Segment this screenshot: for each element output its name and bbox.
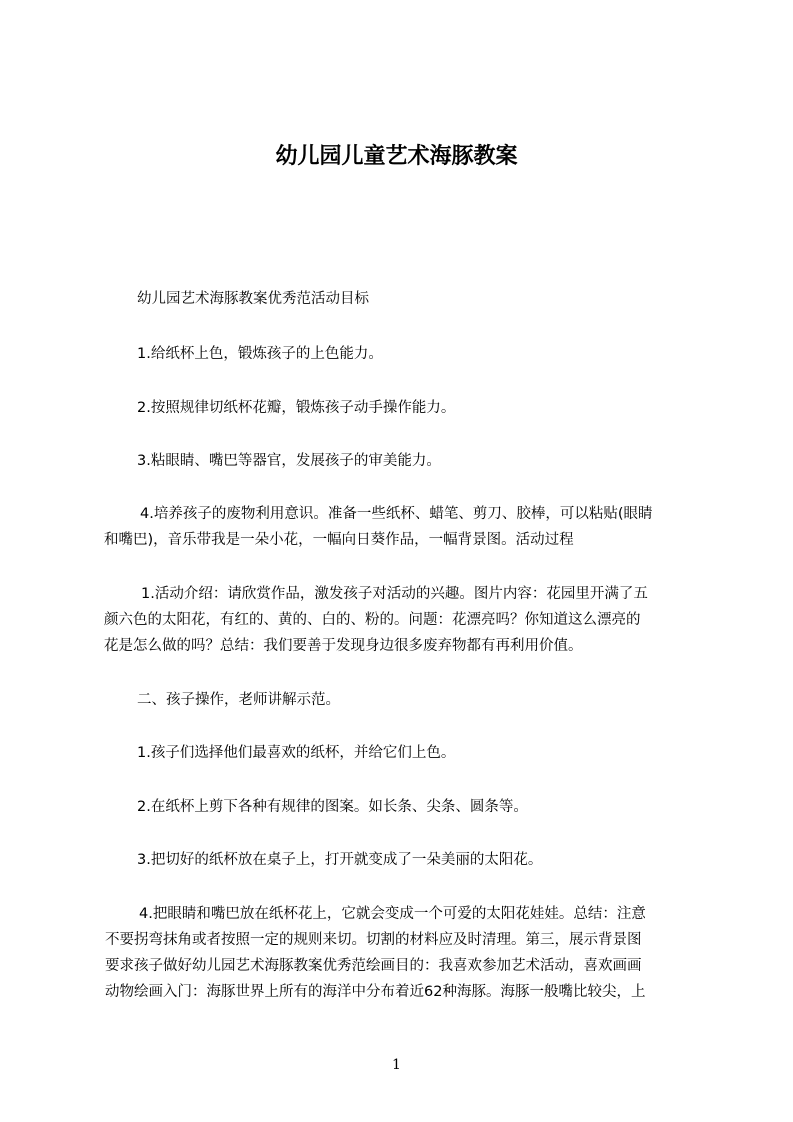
paragraph-line: 二、孩子操作，老师讲解示范。	[137, 692, 340, 708]
document-title: 幼儿园儿童艺术海豚教案	[275, 144, 518, 169]
paragraph-line: 动物绘画入门：海豚世界上所有的海洋中分布着近62种海豚。海豚一般嘴比较尖，上	[105, 984, 646, 1000]
paragraph-line: 花是怎么做的吗？总结：我们要善于发现身边很多废弃物都有再利用价值。	[104, 638, 583, 654]
paragraph-line: 3.把切好的纸杯放在桌子上，打开就变成了一朵美丽的太阳花。	[137, 852, 543, 868]
paragraph-line: 2.按照规律切纸杯花瓣，锻炼孩子动手操作能力。	[137, 400, 456, 416]
paragraph-line: 要求孩子做好幼儿园艺术海豚教案优秀范绘画目的：我喜欢参加艺术活动，喜欢画画	[105, 958, 642, 974]
page-number: 1	[392, 1057, 401, 1073]
paragraph-line: 1.活动介绍：请欣赏作品，激发孩子对活动的兴趣。图片内容：花园里开满了五	[141, 586, 648, 602]
paragraph-line: 幼儿园艺术海豚教案优秀范活动目标	[137, 291, 369, 307]
paragraph-line: 不要拐弯抹角或者按照一定的规则来切。切割的材料应及时清理。第三，展示背景图	[105, 932, 642, 948]
paragraph-line: 和嘴巴)，音乐带我是一朵小花，一幅向日葵作品，一幅背景图。活动过程	[104, 532, 574, 548]
paragraph-line: 4.培养孩子的废物利用意识。准备一些纸杯、蜡笔、剪刀、胶棒，可以粘贴(眼睛	[140, 506, 653, 522]
paragraph-line: 1.孩子们选择他们最喜欢的纸杯，并给它们上色。	[137, 745, 456, 761]
paragraph-line: 2.在纸杯上剪下各种有规律的图案。如长条、尖条、圆条等。	[137, 799, 528, 815]
paragraph-line: 4.把眼睛和嘴巴放在纸杯花上，它就会变成一个可爱的太阳花娃娃。总结：注意	[139, 906, 646, 922]
paragraph-line: 3.粘眼睛、嘴巴等器官，发展孩子的审美能力。	[137, 453, 441, 469]
paragraph-line: 颜六色的太阳花，有红的、黄的、白的、粉的。问题：花漂亮吗？你知道这么漂亮的	[104, 612, 641, 628]
paragraph-line: 1.给纸杯上色，锻炼孩子的上色能力。	[137, 346, 383, 362]
